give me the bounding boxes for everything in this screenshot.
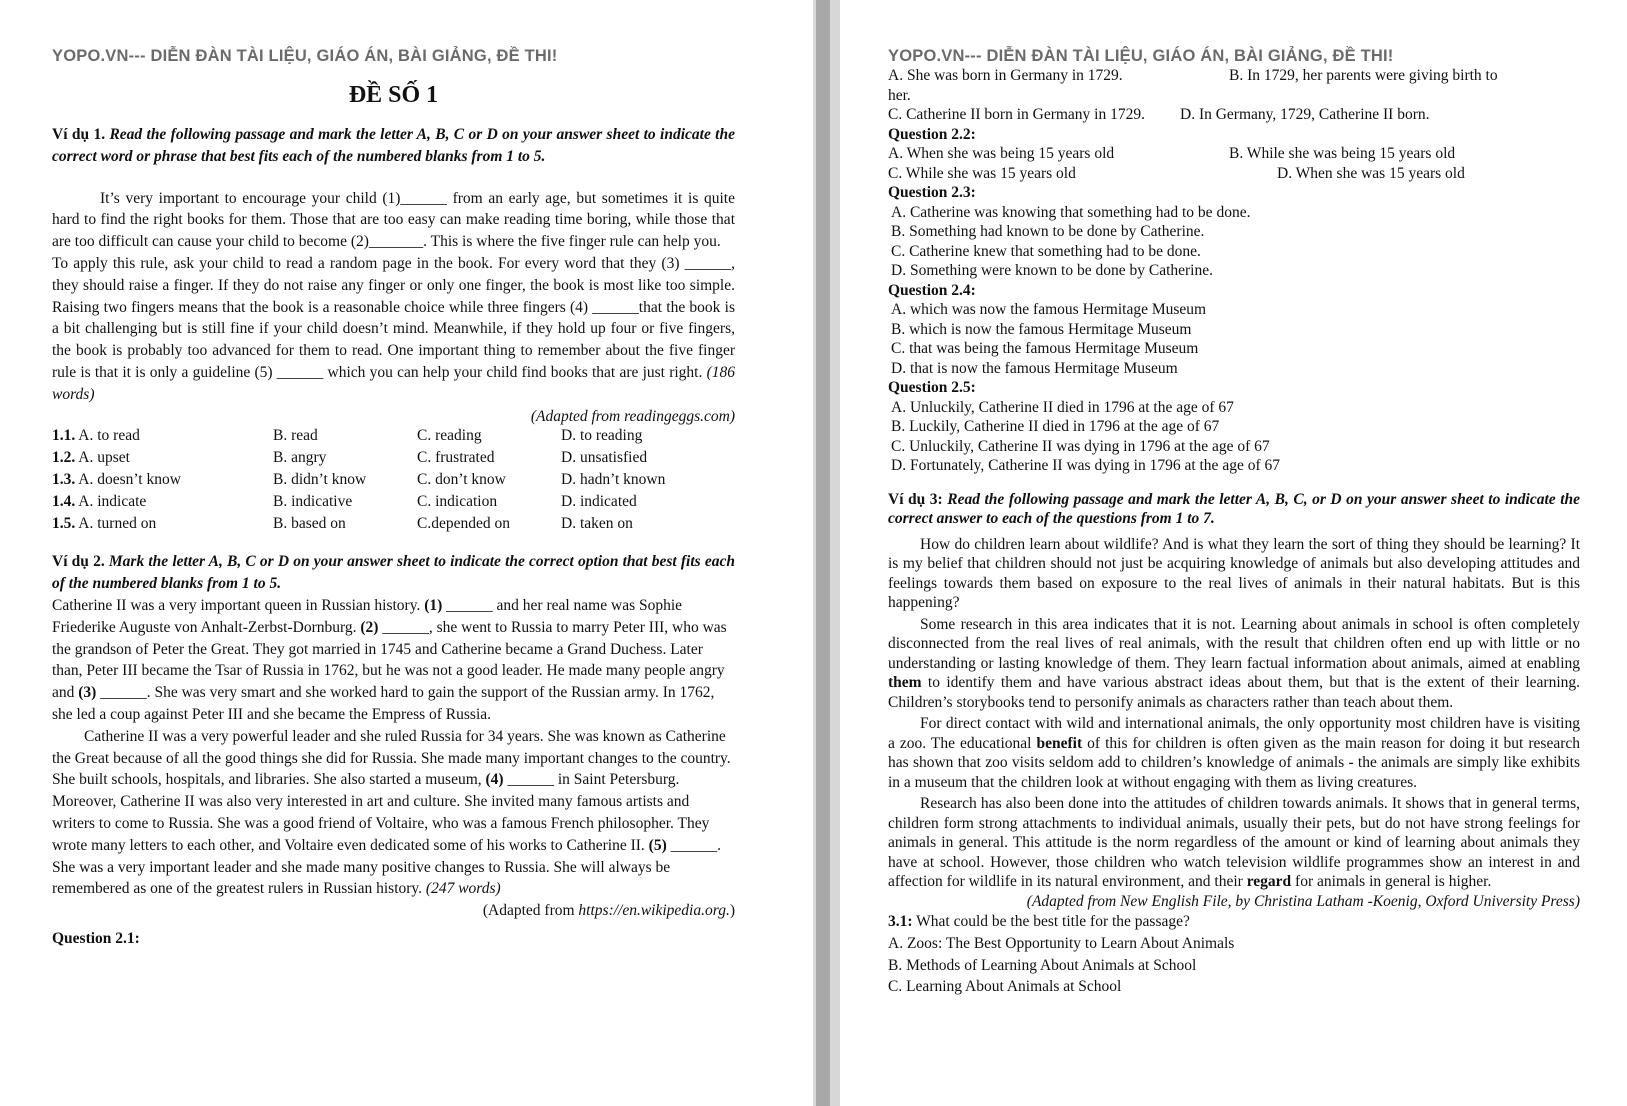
option-d[interactable]: D. hadn’t known [561, 471, 666, 489]
option-c[interactable]: C. that was being the famous Hermitage Museum [891, 340, 1199, 357]
question-number: 1.2. [52, 449, 76, 467]
option-a[interactable]: A. When she was being 15 years old [888, 145, 1115, 162]
option-a-cell[interactable] [52, 427, 273, 449]
site-header: YOPO.VN--- DIỄN ĐÀN TÀI LIỆU, GIÁO ÁN, BÀI GIẢNG, ĐỀ THI! [52, 47, 558, 65]
option-a-cell[interactable] [52, 493, 273, 515]
exercise-1-label: Ví dụ 1. [52, 126, 106, 143]
option-a-cell[interactable] [52, 471, 273, 493]
question-2-2-options-row-2 [888, 164, 1580, 184]
blank-3-marker: (3) [78, 684, 97, 702]
option-b[interactable]: B. While she was being 15 years old [1229, 145, 1456, 162]
blank-5-marker: (5) [648, 836, 667, 854]
highlighted-word: regard [1246, 873, 1292, 890]
question-number: 1.1. [52, 427, 76, 445]
option-b[interactable]: B. indicative [273, 493, 353, 511]
option-a[interactable]: A. doesn’t know [78, 471, 181, 489]
option-b-cell[interactable] [273, 515, 417, 537]
option-c[interactable]: C. frustrated [417, 449, 495, 467]
option-d-cell[interactable] [561, 471, 735, 493]
option-b[interactable]: B. based on [273, 515, 346, 533]
option-c-cell[interactable] [417, 471, 561, 493]
page-content-right [888, 46, 1580, 998]
passage-1-paragraph-2 [52, 253, 735, 406]
highlighted-word: them [888, 674, 922, 691]
question-3-1-label: 3.1: [888, 913, 913, 930]
highlighted-word: benefit [1036, 734, 1083, 752]
question-2-3-label: Question 2.3: [888, 184, 976, 201]
passage-3-text: to identify them and have various abstract ideas about them, but that is the extent of their learning. Children’s storybooks tend to personify animals as characters rather than teach about them. [888, 674, 1580, 711]
exercise-3-instruction [888, 490, 1580, 529]
exercise-3-instruction-text: Read the following passage and mark the letter A, B, C, or D on your answer sheet to indicate the correct answer to each of the questions from 1 to 7. [888, 490, 1580, 527]
passage-1-paragraph-2-text: To apply this rule, ask your child to read a random page in the book. For every word that they (3) ______, they should raise a finger. If they do not raise any finger or only one finger, the book is most like too simple. Raising two fingers means that the book is a reasonable choice while three fingers (4) ______that the book is a bit challenging but is still fine if your child doesn’t mind. Meanwhile, if they hold up four or five fingers, the book is probably too advanced for them to read. One important thing to remember about the five finger rule is that it is only a guideline (5) ______ which you can help your child find books that are just right. [52, 254, 735, 381]
passage-2-text: ______. She was a very important leader and she made many positive changes to Russia. She will always be remembered as one of the greatest rulers in Russian history. [52, 836, 721, 898]
option-b[interactable]: B. angry [273, 449, 327, 467]
option-a[interactable]: A. to read [78, 427, 140, 445]
option-a[interactable]: A. which was now the famous Hermitage Museum [891, 301, 1207, 318]
option-b[interactable]: B. In 1729, her parents were giving birth to [1229, 67, 1498, 84]
question-2-1-options-row-2 [888, 86, 1580, 106]
options-row [52, 471, 735, 493]
option-a-cell[interactable] [52, 515, 273, 537]
passage-3-paragraph-1: How do children learn about wildlife? And is what they learn the sort of thing they should be learning? It is my belief that children should not just be acquiring knowledge of animals but also developing attitudes and feelings towards them based on exposure to the real lives of animals in their natural habitats. But is this happening? [888, 535, 1580, 611]
exercise-3-label: Ví dụ 3: [888, 490, 943, 508]
option-c[interactable]: C. indication [417, 493, 498, 511]
source-suffix: ) [729, 902, 735, 920]
document-page-right [840, 0, 1627, 1106]
page-content-left [52, 46, 735, 950]
option-b[interactable]: B. Methods of Learning About Animals at School [888, 956, 1197, 974]
option-b[interactable]: B. Luckily, Catherine II died in 1796 at the age of 67 [891, 418, 1220, 435]
passage-3-text: For direct contact with wild and international animals, the only opportunity most children have is visiting a zoo. The educational [888, 715, 1580, 752]
options-row [52, 427, 735, 449]
question-2-2-options-row-1 [888, 144, 1580, 164]
option-d[interactable]: D. indicated [561, 493, 637, 511]
option-b-cell[interactable] [273, 493, 417, 515]
question-2-3-options [888, 203, 1580, 281]
option-c[interactable]: C. While she was 15 years old [888, 164, 1076, 182]
option-a[interactable]: A. indicate [78, 493, 147, 511]
passage-3-source: (Adapted from New English File, by Christina Latham -Koenig, Oxford University Press) [1026, 892, 1580, 910]
option-d-cell[interactable] [561, 493, 735, 515]
option-a[interactable]: A. Zoos: The Best Opportunity to Learn About Animals [888, 934, 1235, 952]
option-c[interactable]: C. Catherine knew that something had to be done. [891, 242, 1201, 260]
option-b[interactable]: B. read [273, 427, 318, 445]
question-3-1-options [888, 933, 1580, 998]
passage-3-text: of this for children is often given as the main reason for doing it but research has shown that zoo visits seldom add to children’s knowledge of animals - the animals are simply like exhibits in a museum that the children look at without engaging with them as living creatures. [888, 734, 1580, 791]
question-number: 1.5. [52, 515, 76, 533]
question-3-1 [888, 911, 1580, 933]
passage-2-text: ______ and her real name was Sophie Friederike Auguste von Anhalt-Zerbst-Dornburg. [52, 596, 683, 636]
question-3-1-text: What could be the best title for the passage? [912, 913, 1190, 930]
question-2-5-options [888, 398, 1580, 476]
option-c[interactable]: C. Unluckily, Catherine II was dying in 1796 at the age of 67 [891, 437, 1270, 455]
option-a[interactable]: A. turned on [78, 515, 157, 533]
passage-1-paragraph-1: It’s very important to encourage your child (1)______ from an early age, but sometimes it is quite hard to find the right books for them. Those that are too easy can make reading time boring, while those that are too difficult can cause your child to become (2)_______. This is where the five finger rule can help you. [52, 189, 735, 251]
option-b-cell[interactable] [273, 427, 417, 449]
passage-1-word-count: (186 words) [52, 363, 735, 403]
exercise-1-instruction-text: Read the following passage and mark the letter A, B, C or D on your answer sheet to indicate the correct word or phrase that best fits each of the numbered blanks from 1 to 5. [52, 126, 735, 165]
passage-3-text: Some research in this area indicates that it is not. Learning about animals in school is often completely disconnected from the real lives of real animals, with the result that children often end up with little or no understanding or lasting knowledge of them. They learn factual information about animals, aimed at enabling [888, 615, 1580, 672]
option-c-cell[interactable] [417, 493, 561, 515]
option-c[interactable]: C. reading [417, 427, 482, 445]
passage-2-word-count: (247 words) [425, 880, 501, 898]
option-d[interactable]: D. In Germany, 1729, Catherine II born. [1180, 106, 1430, 123]
option-b-continuation: her. [888, 86, 911, 104]
passage-3-text: Research has also been done into the attitudes of children towards animals. It shows that in general terms, children form strong attachments to individual animals, usually their pets, but do not have strong feelings for animals in general. This attitude is the norm regardless of the amount or kind of learning about animals they have at school. However, those children who watch television wildlife programmes show an interest in and affection for wildlife in its natural environment, and their [888, 795, 1580, 890]
question-2-5-label: Question 2.5: [888, 379, 976, 396]
option-d[interactable]: D. taken on [561, 515, 633, 533]
source-prefix: (Adapted from [482, 902, 579, 920]
exercise-2-instruction [52, 551, 735, 595]
option-c-cell[interactable] [417, 515, 561, 537]
passage-2-paragraph-2 [52, 726, 735, 900]
option-b[interactable]: B. didn’t know [273, 471, 367, 489]
option-c[interactable]: C. don’t know [417, 471, 506, 489]
exercise-1-options-table [52, 427, 735, 537]
passage-2-text: Catherine II was a very important queen in Russian history. [52, 596, 425, 614]
option-c-cell[interactable] [417, 449, 561, 471]
option-c[interactable]: C.depended on [417, 515, 510, 533]
passage-2-text: Catherine II was a very powerful leader and she ruled Russia for 34 years. She was known as Catherine the Great because of all the good things she did for Russia. She made many important changes to the country. She built schools, hospitals, and libraries. She also started a museum, [52, 727, 731, 789]
option-d-cell[interactable] [561, 449, 735, 471]
passage-2-paragraph-1 [52, 595, 735, 726]
passage-2-text: ______. She was very smart and she worked hard to gain the support of the Russian army. In 1762, she led a coup against Peter III and she became the Empress of Russia. [52, 684, 715, 723]
option-b[interactable]: B. which is now the famous Hermitage Museum [891, 320, 1192, 338]
passage-3-paragraph-2 [888, 615, 1580, 713]
option-d-cell[interactable] [561, 427, 735, 449]
option-b-cell[interactable] [273, 449, 417, 471]
option-d[interactable]: D. Fortunately, Catherine II was dying in 1796 at the age of 67 [891, 457, 1280, 474]
question-2-4-options [888, 300, 1580, 378]
document-page-left [0, 0, 813, 1106]
options-row [52, 515, 735, 537]
passage-3-text: for animals in general is higher. [1291, 873, 1492, 890]
passage-3-paragraph-3 [888, 714, 1580, 792]
option-a[interactable]: A. Unluckily, Catherine II died in 1796 at the age of 67 [891, 398, 1234, 416]
page-separator [816, 0, 830, 1106]
option-a-cell[interactable] [52, 449, 273, 471]
blank-2-marker: (2) [360, 618, 379, 636]
option-c-cell[interactable] [417, 427, 561, 449]
options-row [52, 449, 735, 471]
question-number: 1.3. [52, 471, 76, 489]
question-number: 1.4. [52, 493, 76, 511]
page-gutter [813, 0, 840, 1106]
blank-4-marker: (4) [485, 771, 504, 789]
exercise-2-label: Ví dụ 2. [52, 553, 105, 571]
option-d[interactable]: D. unsatisfied [561, 449, 648, 467]
question-2-1-options-row-1 [888, 66, 1580, 86]
option-c[interactable]: C. Learning About Animals at School [888, 978, 1122, 996]
passage-3-paragraph-4 [888, 794, 1580, 892]
option-b-cell[interactable] [273, 471, 417, 493]
passage-2-text: ______ in Saint Petersburg. Moreover, Catherine II was also very interested in art and culture. She invited many famous artists and writers to come to Russia. She was a good friend of Voltaire, who was a famous French philosopher. They wrote many letters to each other, and Voltaire even dedicated some of his works to Catherine II. [52, 771, 710, 854]
page-title: ĐỀ SỐ 1 [348, 82, 439, 108]
source-link[interactable]: https://en.wikipedia.org. [578, 902, 730, 920]
option-c[interactable]: C. Catherine II born in Germany in 1729. [888, 106, 1145, 123]
exercise-2-instruction-text: Mark the letter A, B, C or D on your answer sheet to indicate the correct option that best fits each of the numbered blanks from 1 to 5. [52, 553, 736, 593]
passage-1-source: (Adapted from readingeggs.com) [530, 407, 735, 425]
option-b[interactable]: B. Something had known to be done by Catherine. [891, 223, 1205, 240]
option-a[interactable]: A. She was born in Germany in 1729. [888, 67, 1123, 84]
passage-2-text: ______, she went to Russia to marry Peter III, who was the grandson of Peter the Great. They got married in 1745 and Catherine became a Grand Duchess. Later than, Peter III became the Tsar of Russia in 1762, but he was not a good leader. He made many people angry and [52, 618, 727, 702]
options-row [52, 493, 735, 515]
question-2-2-label: Question 2.2: [888, 125, 976, 143]
option-d[interactable]: D. When she was 15 years old [1277, 164, 1465, 182]
blank-1-marker: (1) [424, 596, 443, 614]
option-a[interactable]: A. Catherine was knowing that something had to be done. [891, 203, 1251, 221]
exercise-1-instruction [52, 124, 735, 168]
option-d[interactable]: D. that is now the famous Hermitage Museum [891, 359, 1178, 377]
option-d[interactable]: D. Something were known to be done by Catherine. [891, 262, 1213, 279]
question-2-4-label: Question 2.4: [888, 281, 976, 299]
question-2-1-options-row-3 [888, 105, 1580, 125]
site-header: YOPO.VN--- DIỄN ĐÀN TÀI LIỆU, GIÁO ÁN, BÀI GIẢNG, ĐỀ THI! [888, 47, 1394, 65]
passage-2-source [52, 900, 735, 922]
option-a[interactable]: A. upset [78, 449, 130, 467]
option-d-cell[interactable] [561, 515, 735, 537]
question-2-1-label: Question 2.1: [52, 929, 140, 947]
option-d[interactable]: D. to reading [561, 427, 643, 445]
